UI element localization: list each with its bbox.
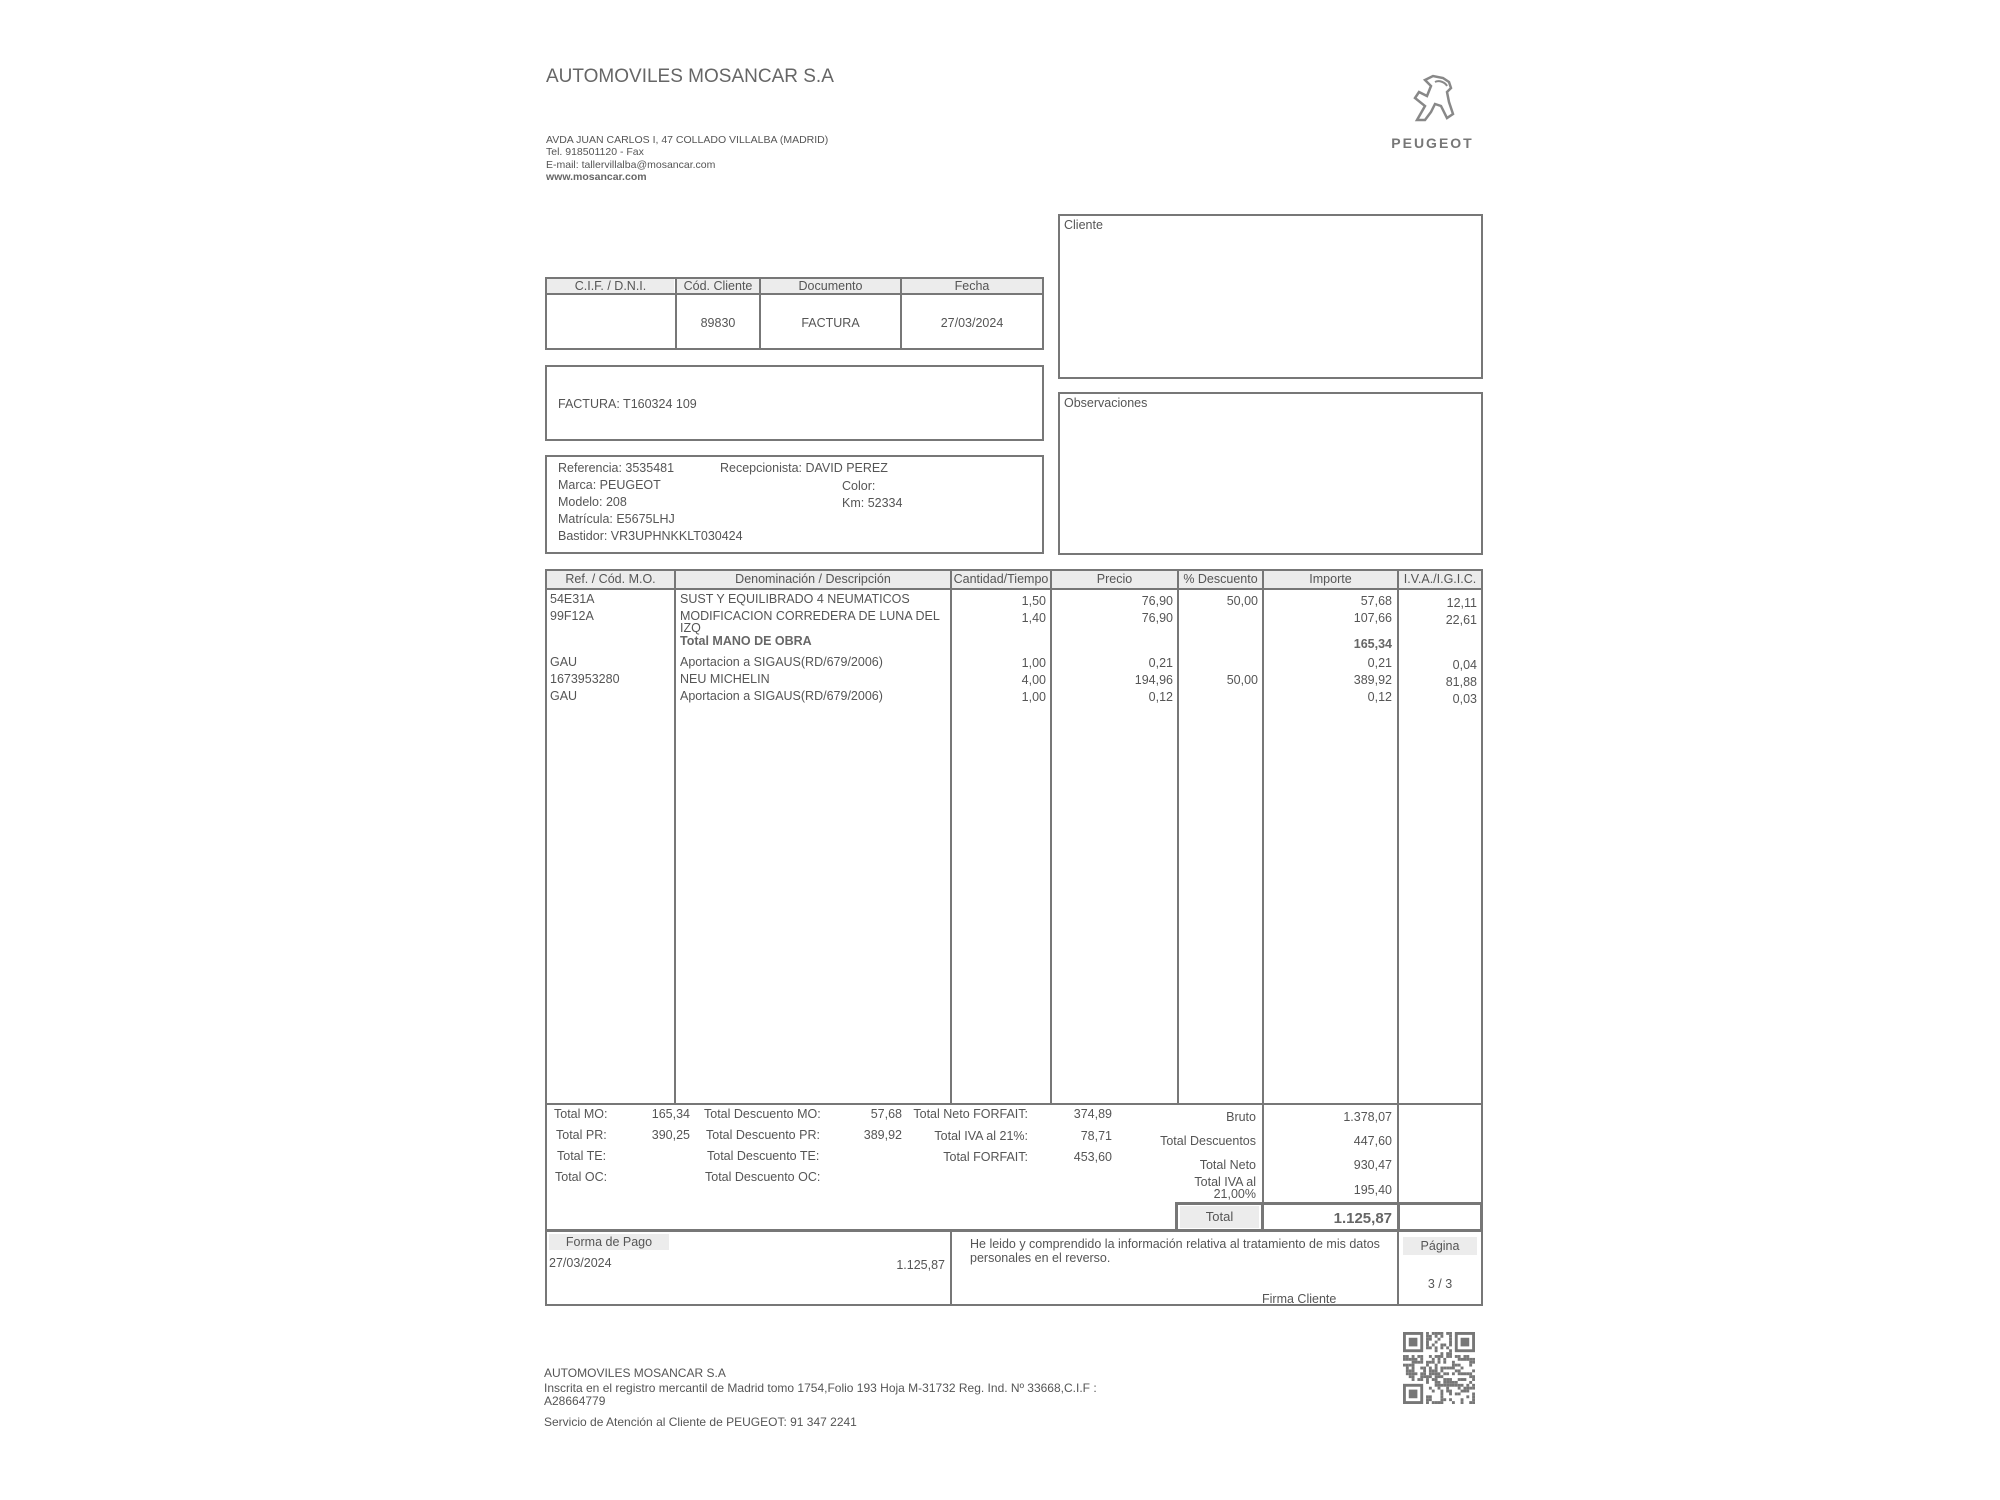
documento-header: Documento [761, 279, 900, 293]
company-email: E-mail: tallervillalba@mosancar.com [546, 159, 716, 171]
desc-pr-value: 389,92 [863, 1128, 902, 1142]
row-price: 194,96 [1134, 673, 1173, 687]
col-descuento: % Descuento [1179, 571, 1262, 588]
col-precio: Precio [1052, 571, 1177, 588]
row-ref: GAU [550, 689, 578, 703]
row-iva: 81,88 [1445, 675, 1477, 689]
row-qty: 1,00 [1021, 656, 1046, 670]
desc-oc-label: Total Descuento OC: [705, 1170, 821, 1184]
col-ref: Ref. / Cód. M.O. [547, 571, 674, 588]
desc-mo-value: 57,68 [870, 1107, 902, 1121]
referencia: Referencia: 3535481 [558, 461, 675, 475]
company-address: AVDA JUAN CARLOS I, 47 COLLADO VILLALBA (MADRID) [546, 134, 829, 146]
marca: Marca: PEUGEOT [558, 478, 661, 492]
row-disc: 50,00 [1226, 594, 1258, 608]
row-qty: 4,00 [1021, 673, 1046, 687]
neto-forfait-value: 374,89 [1073, 1107, 1112, 1121]
row-amount: 0,21 [1367, 656, 1392, 670]
row-desc: MODIFICACION CORREDERA DE LUNA DEL [680, 609, 940, 623]
row-ref: 1673953280 [550, 672, 620, 686]
footer-registry-1: Inscrita en el registro mercantil de Madrid tomo 1754,Folio 193 Hoja M-31732 Reg. Ind. Nº 33668,C.I.F : [544, 1381, 1097, 1395]
total-pr-label: Total PR: [556, 1128, 607, 1142]
iva-forfait-value: 78,71 [1080, 1129, 1112, 1143]
row-amount: 389,92 [1353, 673, 1392, 687]
modelo: Modelo: 208 [558, 495, 627, 509]
km: Km: 52334 [842, 496, 903, 510]
row-qty: 1,40 [1021, 611, 1046, 625]
bruto-value: 1.378,07 [1343, 1110, 1392, 1124]
row-desc: Aportacion a SIGAUS(RD/679/2006) [680, 689, 883, 703]
iva-forfait-label: Total IVA al 21%: [934, 1129, 1028, 1143]
row-disc: 50,00 [1226, 673, 1258, 687]
total-label: Total [1180, 1206, 1259, 1228]
company-web: www.mosancar.com [546, 171, 647, 183]
row-iva: 0,04 [1452, 658, 1477, 672]
desc-te-label: Total Descuento TE: [707, 1149, 820, 1163]
cliente-box [1058, 214, 1483, 379]
col-descripcion: Denominación / Descripción [676, 571, 950, 588]
cif-header: C.I.F. / D.N.I. [547, 279, 674, 293]
descuentos-label: Total Descuentos [1160, 1134, 1256, 1148]
iva-label [1150, 1176, 1256, 1200]
row-qty: 1,50 [1021, 594, 1046, 608]
row-amount: 165,34 [1353, 637, 1392, 651]
forfait-label: Total FORFAIT: [943, 1150, 1028, 1164]
qr-code-icon [1403, 1332, 1475, 1404]
row-desc: Total MANO DE OBRA [680, 634, 812, 648]
col-importe: Importe [1264, 571, 1397, 588]
footer-service: Servicio de Atención al Cliente de PEUGEOT: 91 347 2241 [544, 1415, 857, 1429]
cod-cliente-header: Cód. Cliente [677, 279, 759, 293]
iva-value: 195,40 [1353, 1183, 1392, 1197]
pagina-value: 3 / 3 [1427, 1277, 1453, 1291]
bruto-label: Bruto [1226, 1110, 1256, 1124]
row-desc-2: IZQ [680, 621, 701, 635]
row-desc: Aportacion a SIGAUS(RD/679/2006) [680, 655, 883, 669]
total-mo-label: Total MO: [554, 1107, 608, 1121]
forma-pago-label: Forma de Pago [549, 1234, 669, 1250]
row-price: 76,90 [1141, 611, 1173, 625]
payment-amount: 1.125,87 [896, 1258, 945, 1272]
footer-company: AUTOMOVILES MOSANCAR S.A [544, 1366, 726, 1380]
row-price: 76,90 [1141, 594, 1173, 608]
iva-label-line1: Total IVA al [1194, 1175, 1256, 1189]
fecha-header: Fecha [902, 279, 1042, 293]
neto-forfait-label: Total Neto FORFAIT: [913, 1107, 1028, 1121]
cliente-label: Cliente [1064, 218, 1103, 232]
consent-line-2: personales en el reverso. [970, 1251, 1111, 1265]
company-name: AUTOMOVILES MOSANCAR S.A [546, 66, 834, 87]
neto-label: Total Neto [1199, 1158, 1256, 1172]
desc-mo-label: Total Descuento MO: [704, 1107, 821, 1121]
row-iva: 0,03 [1452, 692, 1477, 706]
matricula: Matrícula: E5675LHJ [558, 512, 675, 526]
peugeot-logo [1375, 68, 1490, 153]
fecha-value: 27/03/2024 [940, 316, 1004, 330]
row-amount: 107,66 [1353, 611, 1392, 625]
total-pr-value: 390,25 [651, 1128, 690, 1142]
observaciones-box [1058, 392, 1483, 555]
total-value: 1.125,87 [1333, 1210, 1392, 1227]
cod-cliente-value: 89830 [700, 316, 736, 330]
row-iva: 22,61 [1445, 613, 1477, 627]
pagina-label: Página [1403, 1237, 1477, 1255]
row-ref: 99F12A [550, 609, 594, 623]
row-ref: 54E31A [550, 592, 595, 606]
row-desc: NEU MICHELIN [680, 672, 770, 686]
color: Color: [842, 479, 876, 493]
row-ref: GAU [550, 655, 578, 669]
row-qty: 1,00 [1021, 690, 1046, 704]
row-price: 0,12 [1148, 690, 1173, 704]
col-iva: I.V.A./I.G.I.C. [1399, 571, 1481, 588]
forfait-value: 453,60 [1073, 1150, 1112, 1164]
recepcionista: Recepcionista: DAVID PEREZ [720, 461, 888, 475]
desc-pr-label: Total Descuento PR: [706, 1128, 820, 1142]
factura-number: FACTURA: T160324 109 [558, 397, 697, 411]
bastidor: Bastidor: VR3UPHNKKLT030424 [558, 529, 743, 543]
payment-date: 27/03/2024 [549, 1256, 612, 1270]
total-te-label: Total TE: [557, 1149, 607, 1163]
peugeot-wordmark: PEUGEOT [1391, 135, 1474, 151]
company-tel: Tel. 918501120 - Fax [546, 146, 644, 158]
documento-value: FACTURA [801, 316, 860, 330]
consent-line-1: He leido y comprendido la información relativa al tratamiento de mis datos [970, 1237, 1380, 1251]
iva-label-line2: 21,00% [1213, 1187, 1256, 1201]
observaciones-label: Observaciones [1064, 396, 1148, 410]
descuentos-value: 447,60 [1353, 1134, 1392, 1148]
row-desc: SUST Y EQUILIBRADO 4 NEUMATICOS [680, 592, 910, 606]
footer-registry-2: A28664779 [544, 1394, 606, 1408]
row-amount: 57,68 [1360, 594, 1392, 608]
peugeot-lion-icon [1375, 68, 1490, 128]
row-price: 0,21 [1148, 656, 1173, 670]
total-oc-label: Total OC: [555, 1170, 608, 1184]
row-amount: 0,12 [1367, 690, 1392, 704]
row-iva: 12,11 [1446, 596, 1477, 610]
col-cantidad: Cantidad/Tiempo [953, 572, 1049, 586]
total-mo-value: 165,34 [651, 1107, 690, 1121]
neto-value: 930,47 [1353, 1158, 1392, 1172]
firma-cliente[interactable]: Firma Cliente [1262, 1292, 1337, 1306]
